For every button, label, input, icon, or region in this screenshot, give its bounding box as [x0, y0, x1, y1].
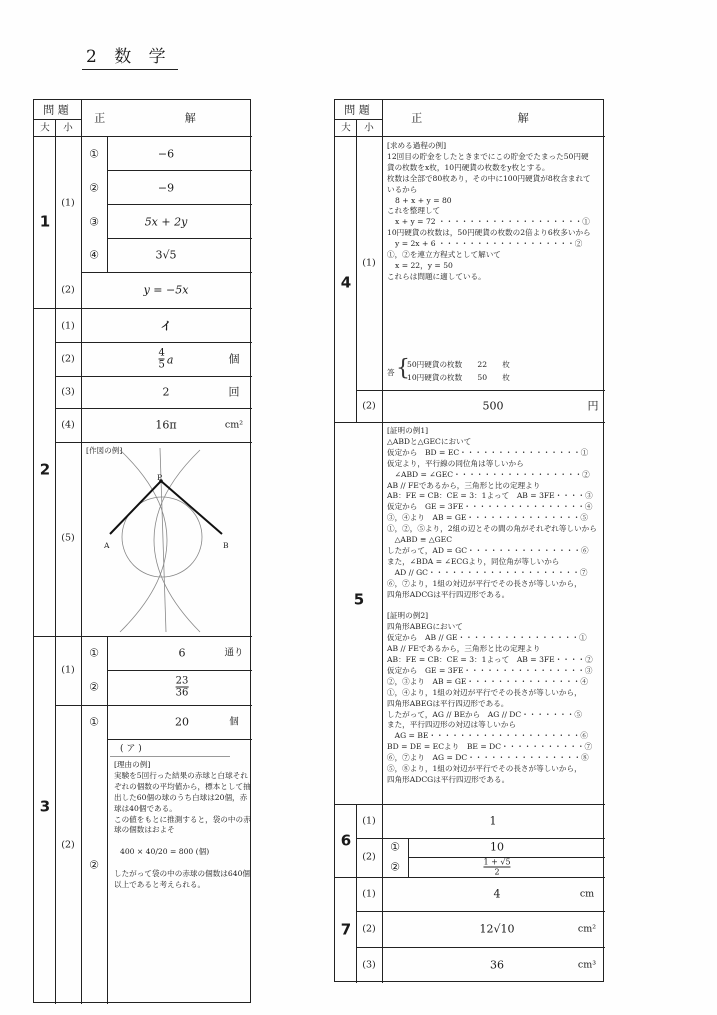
q7-1-unit: cm: [579, 888, 595, 900]
header-sho-right: 小: [364, 122, 374, 134]
q3-2-mark-2: ②: [89, 858, 99, 872]
proof-line: ∠ABD = ∠GEC・・・・・・・・・・・・・・・・・②: [387, 469, 590, 479]
q2-4-answer: 16π: [155, 418, 177, 432]
q2-sub5-label: (5): [61, 532, 75, 544]
header-seikai: 正 解: [94, 111, 234, 125]
q2-4-unit: cm²: [224, 419, 244, 431]
q7-1-answer: 4: [493, 887, 501, 901]
solution-line: x = 22，y = 50: [395, 260, 453, 270]
reason-line: 球は40個である。: [114, 803, 177, 813]
reason-line: 以上であると考えられる。: [114, 879, 206, 889]
proof-line: 四角形ADCGは平行四辺形である。: [387, 775, 510, 784]
q1-sub2-label: (2): [61, 284, 75, 296]
reason-line: したがって袋の中の赤球の個数は640個: [114, 869, 250, 879]
solution-line: 貨の枚数をx枚，10円硬貨の枚数をy枚とする。: [387, 162, 550, 172]
proof-line: 仮定から BD = EC・・・・・・・・・・・・・・・・①: [387, 447, 589, 457]
q3-2-answer-1: 20: [175, 715, 189, 729]
reason-line: [理由の例]: [114, 760, 151, 769]
question-2-number: 2: [39, 460, 51, 479]
q3-sub2-label: (2): [61, 839, 75, 851]
header-seikai-right: 正 解: [411, 111, 575, 125]
question-6-number: 6: [340, 831, 352, 850]
q3-2-choice: ( ア ): [120, 744, 142, 754]
q2-sub2-label: (2): [61, 353, 75, 365]
proof-line: また，平行四辺形の対辺は等しいから: [387, 720, 517, 730]
header-mondai-right: 問 題: [344, 103, 370, 117]
q3-1-mark-1: ①: [89, 646, 99, 660]
solution-line: x + y = 72 ・・・・・・・・・・・・・・・・・・・①: [395, 217, 590, 227]
q1-1-answer-1: −6: [157, 147, 175, 161]
q6-sub2-label: (2): [362, 851, 376, 863]
q2-2-unit: 個: [228, 352, 240, 366]
q4-answer-10yen: 10円硬貨の枚数 50 枚: [407, 373, 510, 382]
q1-1-answer-3: 5x + 2y: [144, 215, 188, 229]
page-title: 2 数 学: [82, 42, 178, 70]
q4-sub2-label: (2): [362, 400, 376, 412]
q3-1-mark-2: ②: [89, 680, 99, 694]
q7-sub1-label: (1): [362, 888, 376, 900]
proof-line: AG = BE・・・・・・・・・・・・・・・・・・・・⑥: [387, 731, 588, 741]
solution-line: これらは問題に適している。: [387, 271, 486, 281]
solution-line: 10円硬貨の枚数は，50円硬貨の枚数の2倍より6枚多いから: [387, 228, 591, 238]
question-7-number: 7: [340, 920, 352, 939]
q3-sub1-label: (1): [61, 664, 75, 676]
fig-label-a: A: [104, 541, 110, 550]
proof-line: ⑤，⑧より，1組の対辺が平行でその長さが等しいから，: [387, 764, 582, 774]
proof-line: △ABDと△GECにおいて: [387, 436, 472, 446]
fig-label-b: B: [223, 541, 229, 550]
q4-sub1-label: (1): [362, 257, 376, 269]
reason-line: [114, 858, 251, 869]
reason-line: 球の個数はおよそ: [114, 825, 175, 835]
proof-line: また，∠BDA = ∠ECGより，同位角が等しいから: [387, 556, 560, 566]
solution-line: 12回目の貯金をしたときまでにこの貯金でたまった50円硬: [387, 151, 589, 161]
q2-5-construction-figure: [82, 442, 252, 636]
q3-2-mark-1: ①: [89, 715, 99, 729]
q7-3-answer: 36: [490, 958, 504, 972]
reason-line: ぞれの個数の平均値から，標本として抽: [114, 781, 251, 791]
q3-2-unit-1: 個: [229, 716, 239, 728]
proof-line: ②，③より AB = GE・・・・・・・・・・・・・・・④: [387, 676, 588, 686]
solution-line: いるから: [387, 184, 418, 194]
reason-line: 実験を5回行った結果の赤球と白球それ: [114, 770, 248, 780]
question-3-number: 3: [39, 797, 51, 816]
fig-label-p: P: [157, 473, 163, 482]
proof-line: ①，④より，1組の対辺が平行でその長さが等しいから，: [387, 687, 582, 697]
q7-2-unit: cm²: [577, 923, 597, 935]
question-5-number: 5: [353, 590, 365, 609]
proof-line: ①，②，⑤より，2組の辺とその間の角がそれぞれ等しいから: [387, 524, 597, 534]
proof-line: [証明の例1]: [387, 426, 429, 435]
q6-2-mark-1: ①: [390, 840, 400, 854]
reason-formula: 400 × 40/20 = 800 (個): [120, 847, 210, 857]
q1-1-mark-4: ④: [89, 248, 99, 262]
q1-2-answer: y = −5x: [143, 283, 189, 297]
q3-1-answer-1: 6: [178, 646, 186, 660]
q6-2-answer-1: 10: [490, 840, 504, 854]
q2-1-answer: イ: [160, 319, 172, 333]
q1-1-mark-3: ③: [89, 215, 99, 229]
q6-1-answer: 1: [489, 814, 497, 828]
q2-3-unit: 回: [228, 385, 240, 399]
q4-answer-50yen: 50円硬貨の枚数 22 枚: [407, 360, 510, 369]
question-1-number: 1: [39, 212, 51, 231]
q1-1-mark-2: ②: [89, 181, 99, 195]
q6-sub1-label: (1): [362, 815, 376, 827]
q4-1-solution-text: [387, 141, 591, 283]
proof-line: したがって，AD = GC・・・・・・・・・・・・・・・⑥: [387, 545, 589, 555]
reason-line: [114, 836, 251, 847]
proof-line: △ABD ≡ △GEC: [387, 535, 453, 545]
solution-line: [求める過程の例]: [387, 141, 447, 150]
solution-line: これを整理して: [387, 206, 441, 216]
proof-line: したがって，AG // BEから AG // DC・・・・・・・⑤: [387, 709, 582, 719]
q3-1-answer-2: $\frac{23}{36}$: [175, 675, 189, 699]
header-mondai: 問 題: [43, 103, 69, 117]
header-dai: 大: [40, 122, 50, 134]
reason-line: この値をもとに推測すると，袋の中の赤: [114, 814, 251, 824]
proof-line: 四角形ADCGは平行四辺形である。: [387, 589, 510, 599]
q7-3-unit: cm³: [577, 959, 597, 971]
header-sho: 小: [63, 122, 73, 134]
q7-sub2-label: (2): [362, 923, 376, 935]
q7-sub3-label: (3): [362, 959, 376, 971]
q2-sub4-label: (4): [61, 419, 75, 431]
solution-line: 8 + x + y = 80: [395, 195, 452, 205]
proof-line: 仮定から GE = 3FE・・・・・・・・・・・・・・・・③: [387, 665, 593, 675]
proof-line: ⑥，⑦より，1組の対辺が平行でその長さが等しいから，: [387, 578, 582, 588]
proof-line: BD = DE = ECより BE = DC・・・・・・・・・・・⑦: [387, 742, 593, 752]
q2-5-figure-caption: [作図の例]: [86, 446, 123, 455]
right-answer-table: [334, 99, 604, 982]
proof-line: 四角形ABEGにおいて: [387, 622, 463, 632]
proof-line: 仮定より，平行線の同位角は等しいから: [387, 458, 524, 468]
q4-2-answer: 500: [482, 399, 504, 413]
solution-line: y = 2x + 6 ・・・・・・・・・・・・・・・・・・②: [395, 239, 583, 249]
proof-line: AB：FE = CB：CE = 3：1よって AB = 3FE・・・・③: [387, 491, 593, 501]
q1-1-answer-4: 3√5: [155, 248, 177, 262]
q1-1-answer-2: −9: [157, 181, 175, 195]
q2-sub3-label: (3): [61, 386, 75, 398]
proof-line: [387, 601, 597, 612]
q4-2-unit: 円: [587, 399, 599, 413]
proof-line: AB // FEであるから，三角形と比の定理より: [387, 480, 541, 490]
left-answer-table: [33, 99, 251, 1003]
q5-proof-text: [387, 426, 597, 786]
proof-line: AB：FE = CB：CE = 3：1よって AB = 3FE・・・・②: [387, 655, 593, 665]
question-4-number: 4: [340, 273, 352, 292]
proof-line: 仮定から AB // GE・・・・・・・・・・・・・・・・①: [387, 633, 587, 643]
q6-2-answer-2: $\frac{1 + √5}{2}$: [483, 857, 511, 877]
q3-2-reason-text: [114, 760, 251, 891]
solution-line: ①，②を連立方程式として解いて: [387, 250, 501, 260]
answer-brace: {: [396, 356, 410, 381]
reason-line: 出した60個の球のうち白球は20個，赤: [114, 792, 248, 802]
header-dai-right: 大: [341, 122, 351, 134]
q3-1-unit-1: 通り: [224, 647, 244, 659]
q2-2-answer: $\frac{4}{5}$ a: [158, 347, 174, 371]
q2-sub1-label: (1): [61, 320, 75, 332]
proof-line: ③，④より AB = GE・・・・・・・・・・・・・・・⑤: [387, 513, 588, 523]
q1-sub1-label: (1): [61, 197, 75, 209]
q7-2-answer: 12√10: [479, 922, 515, 936]
proof-line: 四角形ABEGは平行四辺形である。: [387, 698, 509, 708]
proof-line: 仮定から GE = 3FE・・・・・・・・・・・・・・・・④: [387, 502, 593, 512]
q1-1-mark-1: ①: [89, 147, 99, 161]
q4-answer-label: 答: [387, 368, 395, 377]
proof-line: AD // GC・・・・・・・・・・・・・・・・・・・・⑦: [387, 567, 588, 577]
q2-3-answer: 2: [162, 385, 170, 399]
proof-line: AB // FEであるから，三角形と比の定理より: [387, 644, 541, 654]
proof-line: [証明の例2]: [387, 611, 429, 621]
q6-2-mark-2: ②: [390, 860, 400, 874]
proof-line: ⑥，⑦より AG = DC・・・・・・・・・・・・・・・⑧: [387, 753, 589, 763]
solution-line: 枚数は全部で80枚あり，その中に100円硬貨が8枚含まれて: [387, 173, 591, 183]
